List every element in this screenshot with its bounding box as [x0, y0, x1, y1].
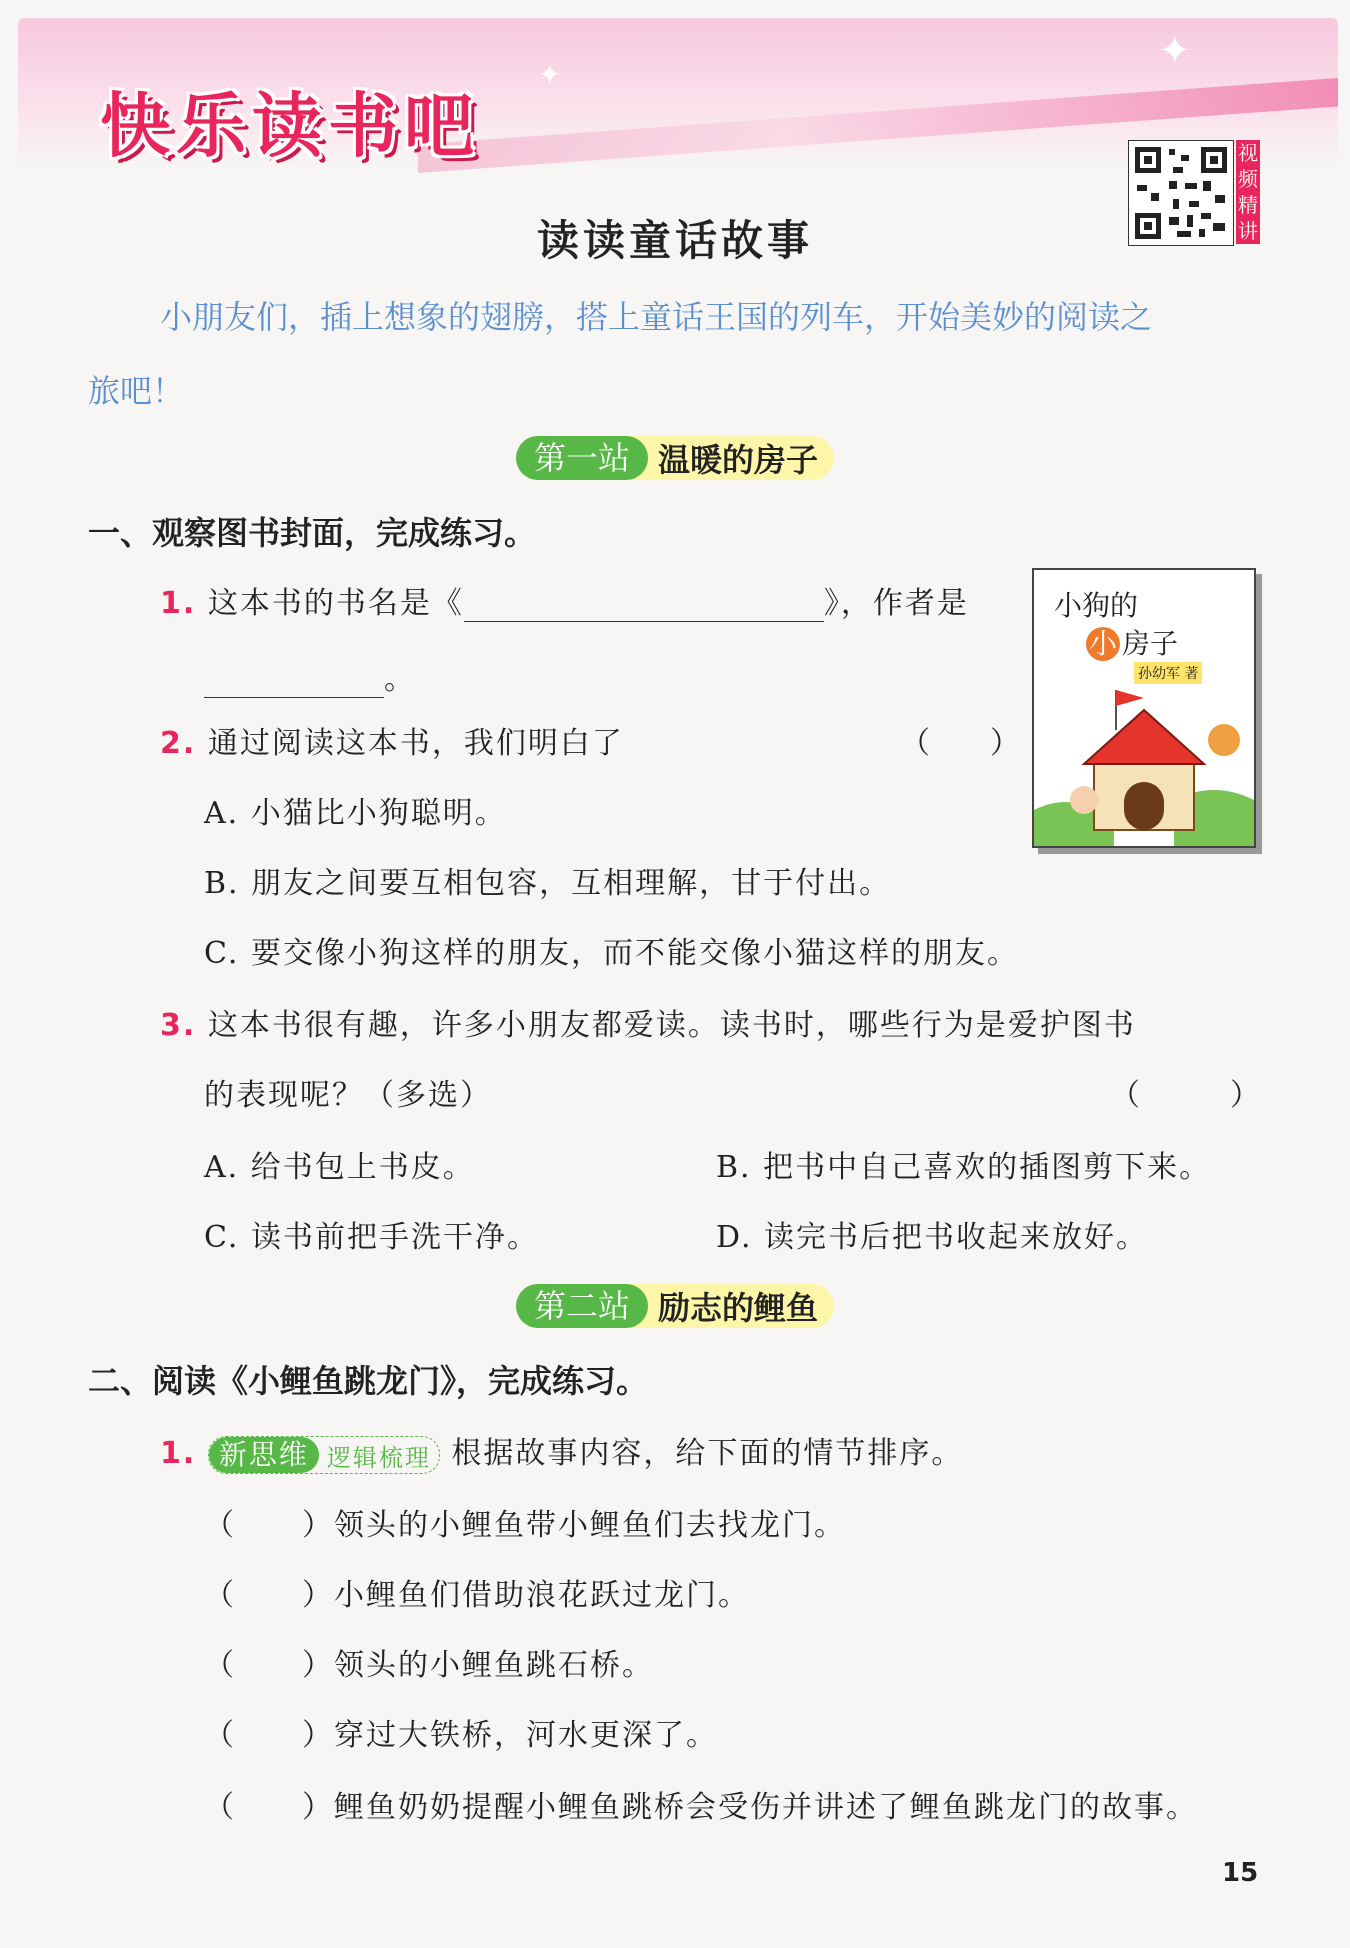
qr-label: 视频精讲 — [1238, 141, 1258, 243]
bracket-open: （ — [204, 1790, 236, 1825]
bracket-close: ） — [302, 1578, 334, 1613]
bracket-close: ） — [302, 1790, 334, 1825]
intro-line-2: 旅吧！ — [88, 372, 185, 410]
station-1-banner — [0, 436, 1350, 480]
option-c[interactable]: C. 要交像小狗这样的朋友，而不能交像小猫这样的朋友。 — [204, 936, 1019, 971]
question-1-3 — [160, 1000, 1136, 1044]
option-b[interactable]: B. 把书中自己喜欢的插图剪下来。 — [716, 1150, 1212, 1185]
badge-main: 新思维 — [209, 1437, 319, 1473]
bracket-close: ） — [302, 1718, 334, 1753]
sequence-item-text: 穿过大铁桥，河水更深了。 — [334, 1718, 718, 1753]
question-number: 3. — [160, 1008, 197, 1043]
sequence-item[interactable] — [204, 1782, 1198, 1826]
sequence-item[interactable] — [204, 1640, 654, 1684]
station-2-name: 励志的鲤鱼 — [658, 1289, 819, 1327]
question-text: 根据故事内容，给下面的情节排序。 — [451, 1436, 964, 1471]
question-text: 。 — [384, 662, 416, 697]
book-cover-title-2 — [1086, 622, 1178, 662]
sparkle-icon: ✦ — [538, 58, 562, 91]
author-blank[interactable] — [204, 661, 384, 698]
book-cover-title: 小狗的 — [1054, 589, 1139, 622]
question-number: 1. — [160, 586, 197, 621]
section-2-heading: 二、阅读《小鲤鱼跳龙门》，完成练习。 — [88, 1362, 649, 1400]
bracket-close: ） — [302, 1648, 334, 1683]
station-1-name: 温暖的房子 — [658, 441, 819, 479]
book-cover-small-char: 小 — [1086, 627, 1120, 661]
doghouse-illustration — [1034, 690, 1254, 846]
option-c[interactable]: C. 读书前把手洗干净。 — [204, 1220, 539, 1255]
question-1-2 — [160, 718, 624, 762]
page-title: 读读童话故事 — [536, 216, 813, 265]
section-logo: 快乐读书吧 — [100, 85, 480, 167]
new-thinking-badge — [208, 1436, 440, 1474]
station-2-tag: 第二站 — [516, 1284, 648, 1328]
sequence-item[interactable] — [204, 1570, 750, 1614]
question-2-1 — [160, 1428, 963, 1474]
sequence-item[interactable] — [204, 1710, 718, 1754]
question-text: 通过阅读这本书，我们明白了 — [207, 726, 624, 761]
answer-bracket[interactable]: （ ） — [900, 726, 1020, 761]
sparkle-icon: ✦ — [1158, 28, 1192, 74]
section-1-heading: 一、观察图书封面，完成练习。 — [88, 514, 537, 552]
question-1-3-cont: 的表现呢？（多选） — [204, 1078, 492, 1113]
question-text: 》，作者是 — [823, 586, 969, 621]
option-d[interactable]: D. 读完书后把书收起来放好。 — [716, 1220, 1149, 1255]
bracket-close: ） — [302, 1508, 334, 1543]
question-1-1 — [160, 578, 969, 622]
bracket-open: （ — [204, 1508, 236, 1543]
sequence-item-text: 领头的小鲤鱼带小鲤鱼们去找龙门。 — [334, 1508, 846, 1543]
sequence-item-text: 鲤鱼奶奶提醒小鲤鱼跳桥会受伤并讲述了鲤鱼跳龙门的故事。 — [334, 1790, 1198, 1825]
station-1-tag: 第一站 — [516, 436, 648, 480]
book-cover-author: 孙幼军 著 — [1134, 662, 1202, 684]
question-text: 这本书的书名是《 — [207, 586, 464, 621]
book-title-blank[interactable] — [464, 621, 824, 622]
book-cover-image — [1032, 568, 1256, 848]
bracket-open: （ — [204, 1578, 236, 1613]
sequence-item-text: 小鲤鱼们借助浪花跃过龙门。 — [334, 1578, 750, 1613]
book-cover-title-rest: 房子 — [1122, 627, 1179, 660]
question-text: 这本书很有趣，许多小朋友都爱读。读书时，哪些行为是爱护图书 — [207, 1008, 1136, 1043]
station-2-banner — [0, 1284, 1350, 1328]
question-1-1-cont — [204, 654, 416, 698]
page-number: 15 — [1222, 1858, 1259, 1888]
option-b[interactable]: B. 朋友之间要互相包容，互相理解，甘于付出。 — [204, 866, 892, 901]
sequence-item[interactable] — [204, 1500, 846, 1544]
question-number: 1. — [160, 1436, 197, 1471]
option-a[interactable]: A. 给书包上书皮。 — [204, 1150, 475, 1185]
option-a[interactable]: A. 小猫比小狗聪明。 — [204, 796, 507, 831]
answer-bracket[interactable]: （ ） — [1110, 1078, 1260, 1113]
question-number: 2. — [160, 726, 197, 761]
sequence-item-text: 领头的小鲤鱼跳石桥。 — [334, 1648, 654, 1683]
bracket-open: （ — [204, 1718, 236, 1753]
badge-sub: 逻辑梳理 — [326, 1443, 431, 1472]
intro-line-1: 小朋友们，插上想象的翅膀，搭上童话王国的列车，开始美妙的阅读之 — [160, 298, 1153, 336]
bracket-open: （ — [204, 1648, 236, 1683]
